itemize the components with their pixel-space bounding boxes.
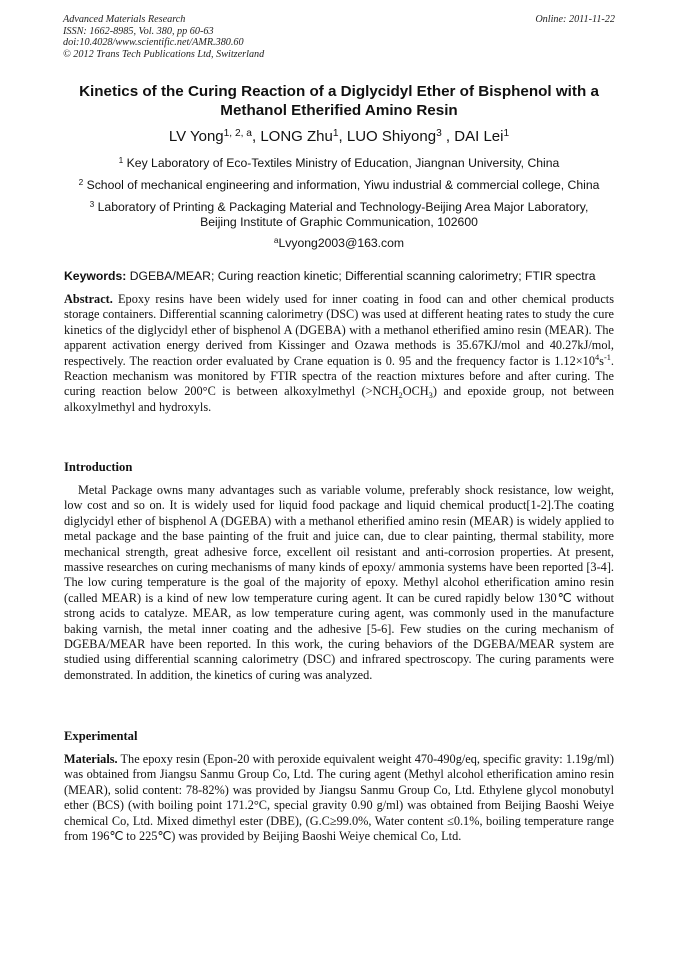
unit: s bbox=[599, 353, 604, 368]
affiliation-mark: 3 bbox=[89, 198, 95, 209]
keywords bbox=[64, 269, 616, 284]
author-name: LV Yong bbox=[168, 128, 224, 145]
issn-line: ISSN: 1662-8985, Vol. 380, pp 60-63 bbox=[63, 25, 214, 37]
affiliation-mark: 2 bbox=[78, 176, 84, 187]
author-list bbox=[60, 128, 618, 146]
materials-label: Materials. bbox=[64, 752, 118, 766]
author-name: DAI Lei bbox=[454, 128, 504, 145]
doi-line: doi:10.4028/www.scientific.net/AMR.380.60 bbox=[63, 37, 244, 49]
affiliation-text: Laboratory of Printing & Packaging Material and Technology-Beijing Area Major Laboratory, bbox=[97, 200, 589, 214]
exponent: -1 bbox=[603, 353, 611, 363]
abstract-text: . Reaction mechanism was monitored by FTIR spectra of the reaction mixtures before and after curing. The curing reaction below 200°C is between alkoxylmethyl (>NCH bbox=[64, 353, 614, 399]
affiliation-mark: 1 bbox=[118, 154, 124, 165]
affiliation-line bbox=[40, 200, 638, 215]
section-heading-introduction: Introduction bbox=[64, 460, 133, 474]
email-mark: a bbox=[273, 234, 279, 245]
abstract-text: Epoxy resins have been widely used for inner coating in food can and other chemical products storage containers. Differential scanning calorimetry (DSC) was used at different heating rates to study the cure kinetics of the diglycidyl ether of bisphenol A (DGEBA) with a methanol etherified amino resin (MEAR). The apparent activation energy derived from Kissinger and Ozawa methods is 35.67KJ/mol and 40.27kJ/mol, respectively. The reaction order evaluated by Crane equation is 0. 95 and the frequency factor is 1.12×10 bbox=[64, 292, 614, 368]
affiliation-1 bbox=[40, 156, 638, 171]
affiliation-text: Key Laboratory of Eco-Textiles Ministry of Education, Jiangnan University, China bbox=[126, 156, 560, 170]
title-line-1: Kinetics of the Curing Reaction of a Diglycidyl Ether of Bisphenol with a bbox=[79, 83, 599, 100]
subscript: 2 bbox=[398, 390, 403, 400]
author bbox=[454, 128, 509, 145]
abstract-label: Abstract. bbox=[64, 292, 113, 306]
author bbox=[169, 128, 260, 145]
affiliation-line: Beijing Institute of Graphic Communication, 102600 bbox=[200, 215, 478, 229]
author-affiliation-mark: 1, 2, a bbox=[223, 127, 252, 139]
corresponding-email bbox=[40, 236, 638, 251]
author bbox=[260, 128, 347, 145]
affiliation-text: School of mechanical engineering and information, Yiwu industrial & commercial college, China bbox=[86, 178, 600, 192]
author-affiliation-mark: 1 bbox=[332, 127, 339, 139]
email-address[interactable]: Lvyong2003@163.com bbox=[278, 236, 405, 250]
author-affiliation-mark: 1 bbox=[503, 127, 510, 139]
journal-header bbox=[63, 14, 615, 60]
abstract-text: ) and epoxide group, not between alkoxylmethyl and hydroxyls. bbox=[64, 384, 614, 414]
formula-part: OCH bbox=[402, 384, 429, 399]
author-separator: , bbox=[251, 128, 261, 145]
author-separator: , bbox=[338, 128, 347, 145]
author-name: LUO Shiyong bbox=[346, 128, 437, 145]
journal-name: Advanced Materials Research bbox=[63, 14, 186, 25]
affiliation-2 bbox=[40, 178, 638, 193]
subscript: 3 bbox=[428, 390, 433, 400]
title-line-2: Methanol Etherified Amino Resin bbox=[220, 102, 458, 119]
section-heading-experimental: Experimental bbox=[64, 729, 138, 743]
author-affiliation-mark: 3 bbox=[436, 127, 442, 139]
author bbox=[347, 128, 454, 145]
keywords-label: Keywords: bbox=[64, 269, 127, 283]
abstract bbox=[64, 292, 614, 415]
affiliation-3 bbox=[40, 200, 638, 230]
keywords-text: DGEBA/MEAR; Curing reaction kinetic; Differential scanning calorimetry; FTIR spectra bbox=[129, 269, 596, 283]
copyright-line: © 2012 Trans Tech Publications Ltd, Switzerland bbox=[63, 48, 265, 60]
introduction-paragraph: Metal Package owns many advantages such as variable volume, preferably shock resistance, low weight, low cost and so on. It is widely used for liquid food package and liquid chemical product[1-2].The coating diglycidyl ether of bisphenol A (DGEBA) with a methanol etherified amino resin (MEAR) is widely applied to metal package and the base painting of the fruit and juice can, due to clear painting, thermal stability, more mechanical strength, great adhesive force, excellent oil resistant and anti-corrosion properties. At present, massive researches on curing mechanisms of many kinds of epoxy/ ammonia systems have been reported [3-4]. The low curing temperature is the goal of the majority of epoxy. Methyl alcohol etherification amino resin (called MEAR) is a kind of new low temperature curing agent. It can be cured rapidly below 130℃ without strong acids to catalyze. MEAR, as low temperature curing agent, was commonly used in the manufacture baking varnish, the metal inner coating and the adhesive [5-6]. Few studies on the curing mechanism of DGEBA/MEAR have been reported. In this work, the curing behaviors of the DGEBA/MEAR system are studied using differential scanning calorimetry (DSC) and infrared spectroscopy. The curing paraments were demonstrated. In addition, the kinetics of curing was analyzed. bbox=[64, 483, 614, 682]
paper-title bbox=[60, 82, 618, 120]
exponent: 4 bbox=[594, 353, 600, 363]
materials-text: The epoxy resin (Epon-20 with peroxide equivalent weight 470-490g/eq, specific gravity: 1.19g/ml) was obtained from Jiangsu Sanmu Group Co, Ltd. The curing agent (Methyl alcohol etherification amino resin (MEAR), solid content: 78-82%) was provided by Jiangsu Sanmu Group Co, Ltd. Ethylene glycol monobutyl ether (BCS) (with boiling point 171.2°C, special gravity 0.90 g/ml) was obtained from Beijing Baoshi Weiye chemical Co, Ltd. Mixed dimethyl ester (DBE), (G.C≥99.0%, Water content ≤0.1%, boiling temperature range from 196℃ to 225℃) was provided by Beijing Baoshi Weiye chemical Co, Ltd. bbox=[64, 752, 614, 844]
materials-paragraph bbox=[64, 752, 614, 844]
author-separator: , bbox=[441, 128, 455, 145]
author-name: LONG Zhu bbox=[260, 128, 333, 145]
online-date: Online: 2011-11-22 bbox=[535, 14, 615, 25]
